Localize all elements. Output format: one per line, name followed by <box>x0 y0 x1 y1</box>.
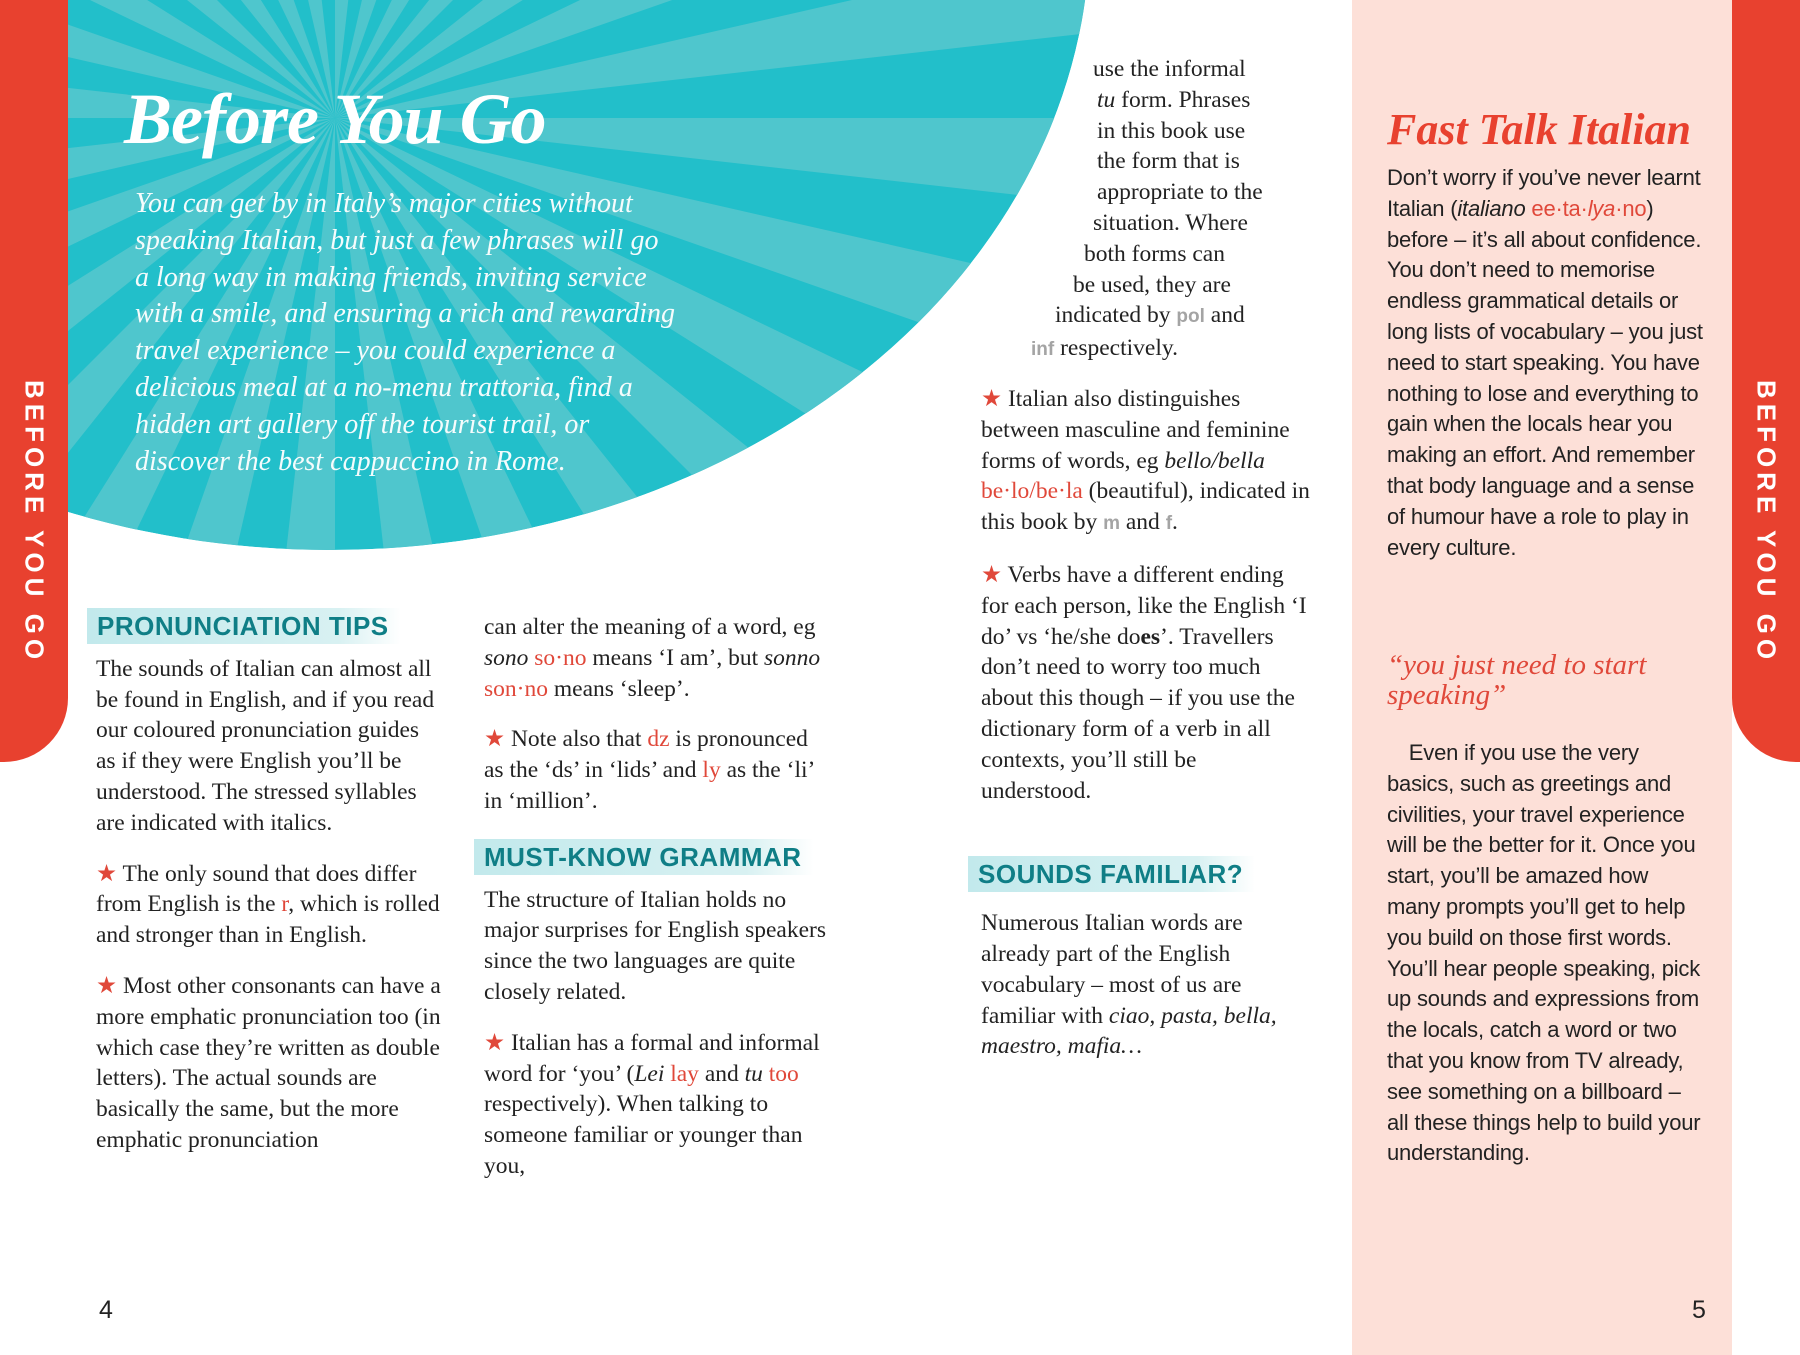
paragraph <box>484 724 829 816</box>
intro-text <box>135 186 675 480</box>
text-segment: and <box>1120 509 1166 536</box>
text-segment: ’. Travellers don’t need to worry too much about this though – if you use the dictionary form of a verb in all contexts, you’ll still be understood. <box>981 623 1295 804</box>
text-segment: ee·ta· <box>1531 195 1588 221</box>
text-segment: lay <box>670 1060 699 1087</box>
star-icon: ★ <box>484 1029 511 1056</box>
section-heading-pronunciation: PRONUNCIATION TIPS <box>87 608 401 644</box>
text-segment: means ‘I am’, but <box>586 644 765 671</box>
text-segment: Note also that <box>510 726 648 753</box>
intro-line: hidden art gallery off the tourist trail, or <box>135 408 590 440</box>
text-segment: and <box>698 1060 745 1087</box>
text-segment: and <box>1204 302 1245 329</box>
text-segment: sonno <box>764 644 821 671</box>
text-segment: the form that is <box>1097 148 1240 175</box>
text-line <box>981 333 1311 366</box>
sidebar-title: Fast Talk Italian <box>1387 105 1692 154</box>
text-line <box>981 116 1311 147</box>
star-icon: ★ <box>981 561 1008 588</box>
text-segment: is pronounced as the ‘ds’ in ‘lids’ and <box>484 726 808 784</box>
text-segment: too <box>768 1060 799 1087</box>
paragraph <box>96 971 442 1156</box>
sidebar-paragraph <box>1387 163 1705 563</box>
text-segment: situation. Where <box>1093 209 1248 236</box>
text-segment: lya <box>1587 195 1616 221</box>
star-icon: ★ <box>484 726 511 753</box>
paragraph <box>96 859 442 951</box>
side-tab-right <box>1732 0 1800 762</box>
side-tab-left <box>0 0 68 762</box>
text-segment: indicated by <box>1055 302 1177 329</box>
text-line <box>981 300 1311 333</box>
text-segment: tu <box>1097 86 1116 113</box>
text-segment: ly <box>702 757 721 784</box>
text-line <box>981 146 1311 177</box>
text-segment: Numerous Italian words are already part of the English vocabulary – most of us are familiar with <box>981 910 1243 1029</box>
text-segment: son·no <box>484 675 548 702</box>
text-line <box>981 54 1311 85</box>
text-segment: appropriate to the <box>1097 179 1263 206</box>
column-grammar <box>484 612 829 1202</box>
section-heading-grammar: MUST-KNOW GRAMMAR <box>474 839 814 875</box>
text-line <box>981 270 1311 301</box>
star-icon: ★ <box>96 972 123 999</box>
text-segment: can alter the meaning of a word, eg <box>484 614 816 640</box>
text-line <box>981 208 1311 239</box>
column-pronunciation <box>87 608 442 1176</box>
text-segment: Italian has a formal and informal word for ‘you’ ( <box>484 1029 820 1087</box>
text-segment: be·lo/be·la <box>981 478 1083 505</box>
text-segment: respectively). When talking to someone familiar or younger than you, <box>484 1091 803 1179</box>
paragraph <box>981 384 1311 540</box>
intro-line: You can get by in Italy’s major cities without <box>135 188 633 219</box>
text-segment: be used, they are <box>1073 271 1231 298</box>
wrapped-paragraph <box>981 54 1311 366</box>
text-segment: Lei <box>634 1060 665 1087</box>
column-gender <box>978 54 1311 1082</box>
paragraph <box>96 654 442 839</box>
page-title: Before You Go <box>124 79 546 159</box>
star-icon: ★ <box>981 385 1008 412</box>
page-number-left: 4 <box>99 1296 113 1324</box>
text-segment: Don’t worry if you’ve never learnt Italian ( <box>1387 165 1701 221</box>
text-segment: bello/bella <box>1164 447 1265 474</box>
text-segment: dz <box>647 726 670 753</box>
text-segment: es <box>1140 623 1161 650</box>
text-segment: Verbs have a different ending for each person, like the English ‘I do’ vs ‘he/she do <box>981 561 1307 650</box>
intro-line: travel experience – you could experience a <box>135 335 616 367</box>
intro-line: with a smile, and ensuring a rich and rewarding <box>135 298 676 330</box>
star-icon: ★ <box>96 860 123 887</box>
section-heading-sounds-familiar: SOUNDS FAMILIAR? <box>968 856 1255 892</box>
text-segment: as the ‘li’ in ‘million’. <box>484 757 814 814</box>
side-tab-label: BEFORE YOU GO <box>19 379 50 665</box>
text-segment: Italian also distinguishes between masculine and feminine forms of words, eg <box>981 385 1290 474</box>
intro-line: speaking Italian, but just a few phrases will go <box>135 224 659 256</box>
text-segment: both forms can <box>1084 240 1225 267</box>
sidebar-paragraph <box>1387 738 1705 1169</box>
text-segment: r <box>281 891 289 918</box>
text-segment: sono <box>484 644 529 671</box>
side-tab-label: BEFORE YOU GO <box>1751 379 1782 665</box>
text-segment: italiano <box>1457 195 1526 221</box>
paragraph <box>981 560 1311 806</box>
text-segment: pol <box>1176 306 1205 328</box>
text-segment: The only sound that does differ from English is the <box>96 860 417 918</box>
text-segment: ciao, pasta, bella, maestro, mafia… <box>981 1002 1277 1060</box>
page-number-right: 5 <box>1692 1296 1706 1324</box>
text-segment: use the informal <box>1093 56 1246 82</box>
text-segment: respectively. <box>1054 335 1178 362</box>
text-line <box>981 85 1311 116</box>
text-segment: tu <box>744 1060 763 1087</box>
pull-quote: “you just need to start speaking” <box>1387 649 1647 711</box>
text-line <box>981 177 1311 208</box>
text-segment: . <box>1172 509 1178 536</box>
text-segment: so·no <box>534 644 587 671</box>
paragraph <box>484 1028 829 1182</box>
paragraph <box>981 908 1311 1062</box>
text-segment: ·no <box>1615 195 1647 221</box>
text-segment: Even if you use the very basics, such as greetings and civilities, your travel experience will be the better for it. Once you start, you’ll be amazed how many prompts you’ll get to help you build on those first words. You’ll hear people speaking, pick up sounds and expressions from the locals, catch a word or two that you know from TV already, see something on a billboard – all these things help to build your understanding. <box>1387 740 1701 1166</box>
text-segment: inf <box>1031 339 1055 361</box>
text-segment: f <box>1165 513 1173 535</box>
text-segment: ) before – it’s all about confidence. You don’t need to memorise endless grammatical details or long lists of vocabulary – you just need to start speaking. You have nothing to lose and everything to gain when the locals hear you making an effort. And remember that body language and a sense of humour have a role to play in every culture. <box>1387 195 1703 560</box>
intro-line: delicious meal at a no-menu trattoria, find a <box>135 371 633 403</box>
text-segment: m <box>1103 513 1120 535</box>
paragraph <box>484 612 829 704</box>
text-line <box>981 239 1311 270</box>
paragraph <box>484 885 829 1008</box>
text-segment: The structure of Italian holds no major surprises for English speakers since the two languages are quite closely related. <box>484 886 826 1005</box>
intro-line: a long way in making friends, inviting service <box>135 261 647 293</box>
text-segment: in this book use <box>1097 117 1246 144</box>
intro-line: discover the best cappuccino in Rome. <box>135 445 566 477</box>
text-segment: Most other consonants can have a more emphatic pronunciation too (in which case they’re written as double letters). The actual sounds are basically the same, but the more emphatic pronunciation <box>96 972 441 1153</box>
text-segment: (beautiful), indicated in this book by <box>981 478 1310 536</box>
text-segment: The sounds of Italian can almost all be found in English, and if you read our coloured pronunciation guides as if they were English you’ll be understood. The stressed syllables are indicated with italics. <box>96 655 435 836</box>
text-segment: form. Phrases <box>1115 86 1251 113</box>
text-segment: means ‘sleep’. <box>547 675 690 702</box>
text-segment: , which is rolled and stronger than in English. <box>96 891 440 949</box>
